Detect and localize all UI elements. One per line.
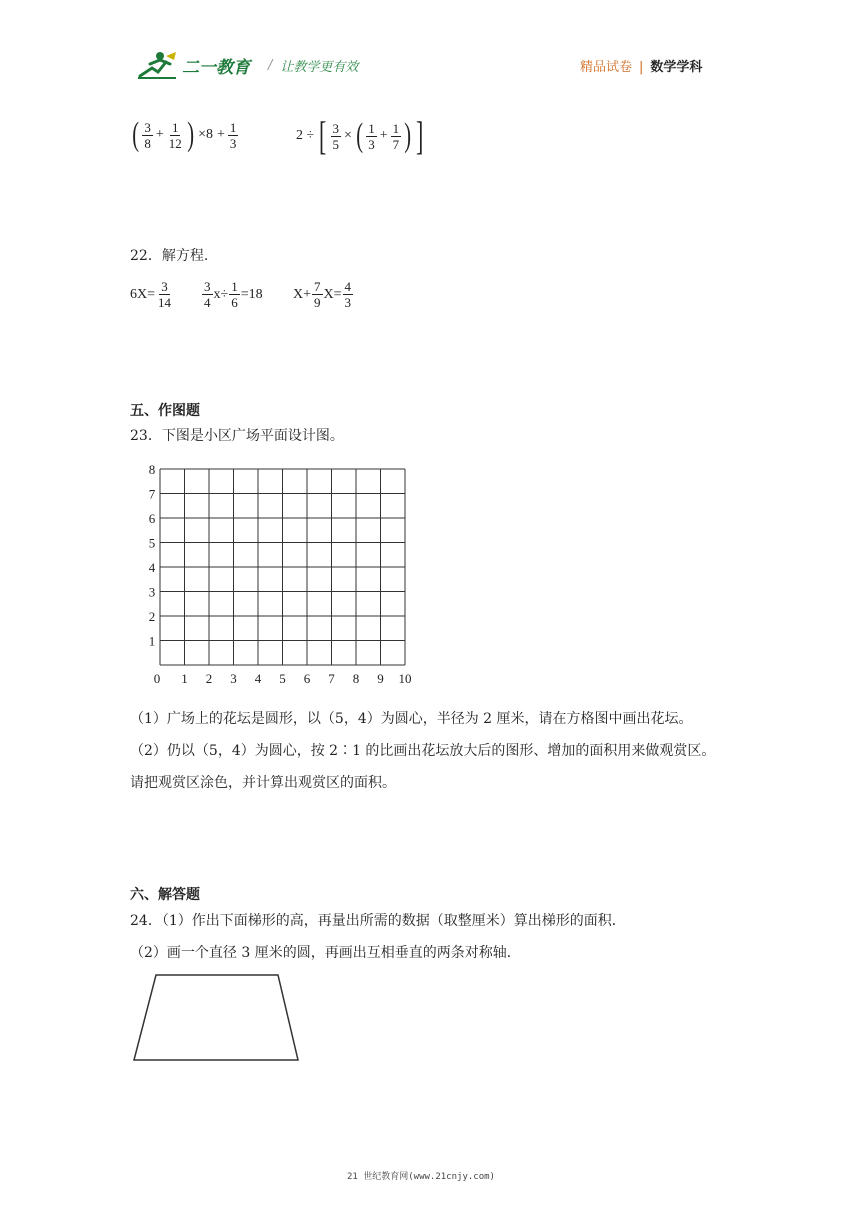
fraction: $\frac{1}{7}$ [392, 120, 400, 152]
x-axis-label: 2 [205, 671, 213, 686]
y-axis-label: 8 [148, 462, 156, 477]
x-axis-label: 9 [377, 671, 384, 686]
y-axis-label: 1 [148, 633, 156, 649]
header-right [580, 56, 702, 75]
fraction: $\frac{3}{4}$ [204, 279, 211, 310]
footer-text: 21 世纪教育网(www.21cnjy.com) [347, 1172, 495, 1182]
equation-1: 6X= $\frac{3}{14}$ [130, 279, 172, 310]
fraction: $\frac{1}{6}$ [231, 279, 238, 310]
y-axis-label: 3 [148, 584, 156, 600]
x-axis-label: 0 [153, 671, 161, 686]
x-axis-label: 8 [352, 671, 360, 686]
header-logo-block [136, 50, 358, 80]
q24-part2: （2）画一个直径 3 厘米的圆，再画出互相垂直的两条对称轴． [130, 945, 521, 961]
x-axis-label: 6 [303, 671, 311, 686]
fraction: $\frac{3}{5}$ [332, 120, 340, 152]
q23-part2b: 请把观赏区涂色，并计算出观赏区的面积。 [130, 775, 396, 791]
y-axis-label: 6 [148, 511, 156, 526]
x-axis-label: 7 [328, 671, 335, 686]
x-axis-label: 10 [398, 671, 412, 686]
y-axis-label: 5 [148, 535, 156, 551]
logo-text: 二一教育 [182, 57, 250, 78]
fraction: $\frac{7}{9}$ [314, 279, 321, 310]
x-axis-label: 1 [181, 671, 188, 686]
coordinate-grid [140, 462, 430, 692]
y-axis-label: 7 [148, 486, 156, 502]
fraction: $\frac{4}{3}$ [344, 279, 352, 310]
equation-3: X+ $\frac{7}{9}$ X= $\frac{4}{3}$ [293, 279, 352, 310]
fraction: $\frac{1}{12}$ [168, 119, 182, 151]
x-axis-label: 3 [230, 671, 237, 686]
section-5-title: 五、作图题 [130, 403, 200, 419]
runner-logo-icon [136, 50, 180, 80]
y-axis-label: 4 [148, 560, 156, 575]
slogan-separator: / [268, 57, 273, 73]
q23-title: 23．下图是小区广场平面设计图。 [130, 428, 344, 444]
x-axis-label: 4 [254, 671, 262, 686]
q23-part2: （2）仍以（5，4）为圆心，按 2∶1 的比画出花坛放大后的图形、增加的面积用来做观赏区。 [130, 743, 716, 759]
fraction: $\frac{1}{3}$ [229, 119, 237, 151]
y-axis-label: 2 [148, 609, 156, 624]
trapezoid-figure [128, 970, 308, 1070]
q23-part1: （1）广场上的花坛是圆形，以（5，4）为圆心，半径为 2 厘米，请在方格图中画出花坛。 [130, 711, 693, 727]
x-axis-label: 5 [279, 671, 286, 686]
subject-label: 数学学科 [650, 60, 703, 75]
q22-title: 22．解方程. [130, 248, 209, 264]
header-bar: | [639, 60, 644, 75]
equation-2: $\frac{3}{4}$ x÷ $\frac{1}{6}$ =18 [204, 279, 263, 310]
expression-2: 2 ÷ [ $\frac{3}{5}$ × ( $\frac{1}{3}$ + $\frac{1}{7}$ ) ] [296, 113, 424, 158]
fraction: $\frac{3}{8}$ [144, 119, 151, 151]
q24-part1: 24．（1）作出下面梯形的高，再量出所需的数据（取整厘米）算出梯形的面积． [130, 913, 626, 929]
fraction: $\frac{1}{3}$ [368, 120, 375, 152]
slogan: 让教学更有效 [280, 59, 359, 75]
fraction: $\frac{3}{14}$ [158, 279, 172, 310]
trapezoid-shape [134, 975, 298, 1060]
quality-label: 精品试卷 [580, 60, 633, 75]
expression-1: ( $\frac{3}{8}$ + $\frac{1}{12}$ ) ×8 + $\frac{1}{3}$ [132, 116, 237, 153]
section-6-title: 六、解答题 [130, 887, 200, 903]
